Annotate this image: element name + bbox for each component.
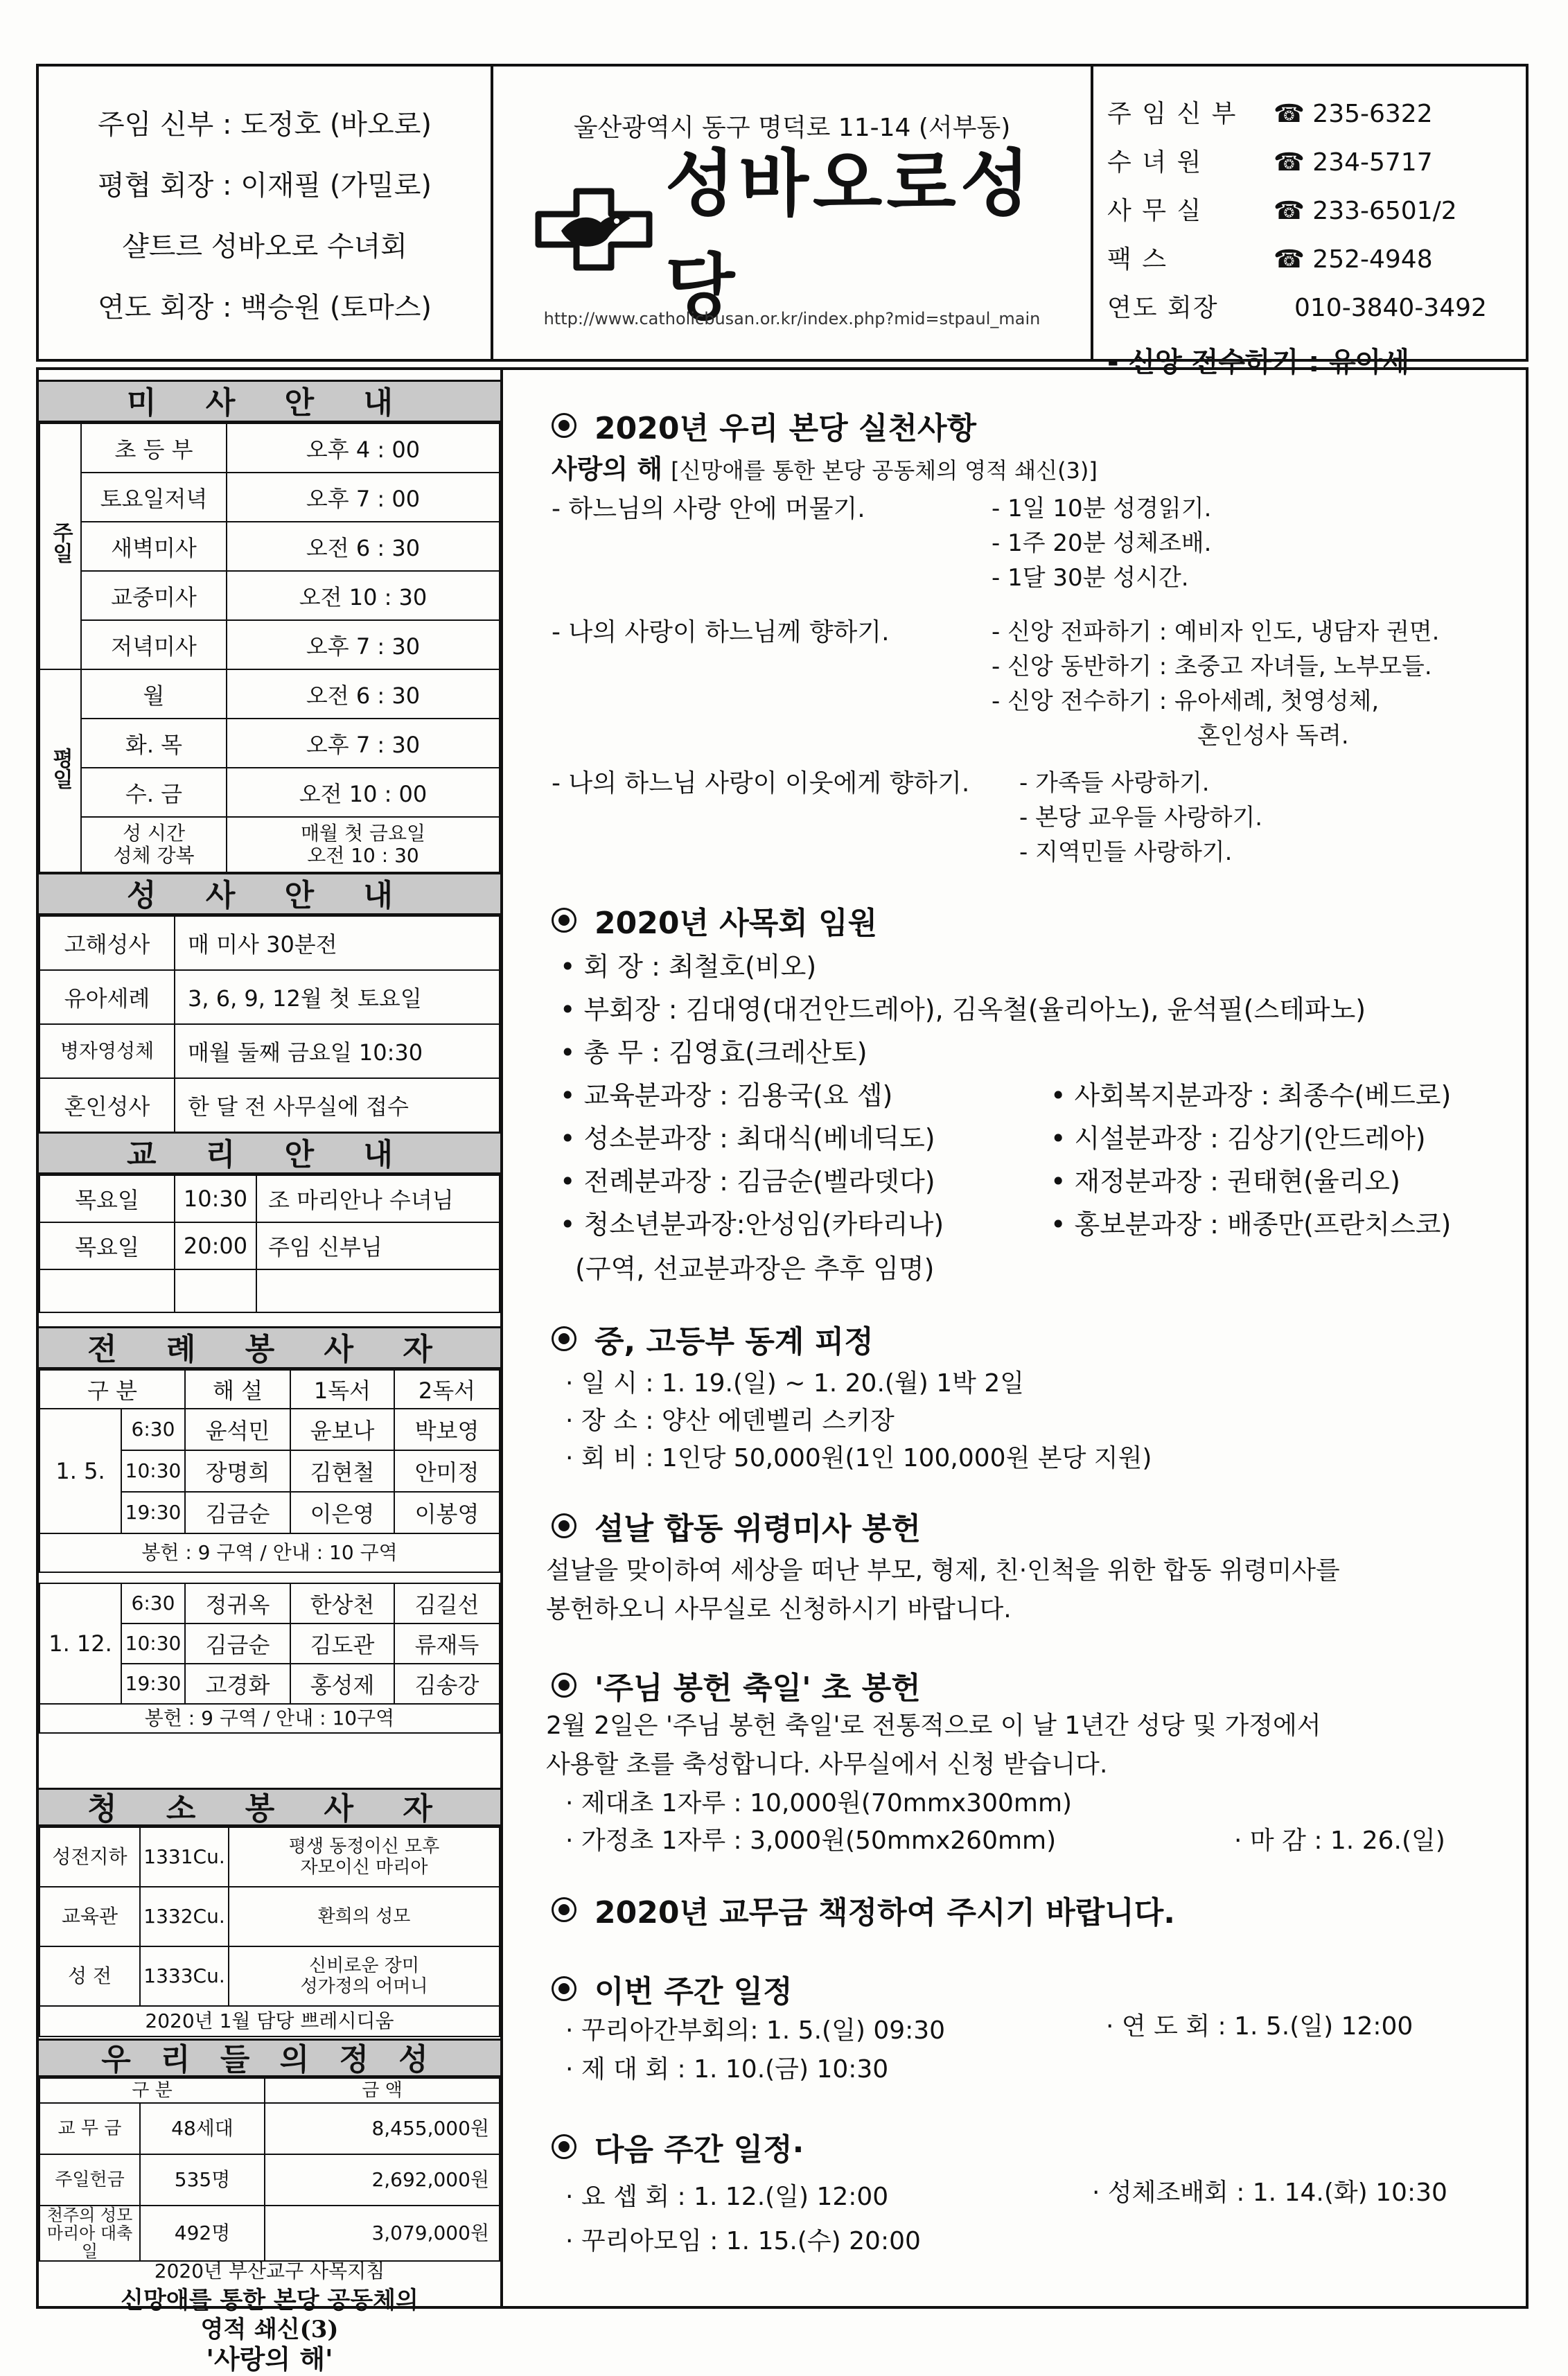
liturgy-note: 봉헌 : 9 구역 / 안내 : 10 구역 bbox=[39, 1533, 500, 1572]
liturgy-time: 19:30 bbox=[121, 1492, 185, 1533]
bullet-icon bbox=[552, 2134, 576, 2159]
cleaning-cu: 1332Cu. bbox=[140, 1887, 229, 1946]
mass-name: 성 시간 성체 강복 bbox=[81, 817, 227, 872]
liturgy-person: 윤보나 bbox=[290, 1409, 394, 1450]
section-retreat-title: 중, 고등부 동계 피정 bbox=[552, 1317, 874, 1361]
liturgy-header: 해 설 bbox=[185, 1370, 290, 1409]
mass-name: 수. 금 bbox=[81, 768, 227, 817]
offering-name: 천주의 성모 마리아 대축일 bbox=[39, 2206, 140, 2261]
mass-title: 미 사 안 내 bbox=[39, 380, 500, 423]
memorial-line: 설날을 맞이하여 세상을 떠난 부모, 형제, 친·인척을 위한 합동 위령미사를 bbox=[546, 1556, 1340, 1585]
practice-subitem: - 1주 20분 성체조배. bbox=[992, 529, 1212, 557]
footer-line1: 2020년 부산교구 사목지침 bbox=[154, 2260, 385, 2282]
officer-line: • 부회장 : 김대영(대건안드레아), 김옥철(율리아노), 윤석필(스테파노) bbox=[560, 994, 1366, 1025]
mass-table bbox=[39, 423, 500, 873]
header-left-box bbox=[36, 64, 493, 362]
offering-count: 535명 bbox=[140, 2154, 265, 2206]
sacrament-name: 병자영성체 bbox=[39, 1024, 175, 1078]
header-contacts-box bbox=[1091, 64, 1529, 378]
liturgy-person: 안미정 bbox=[394, 1450, 500, 1492]
candle-deadline: · 마 감 : 1. 26.(일) bbox=[1234, 1827, 1445, 1855]
section-next-week-title: 다음 주간 일정· bbox=[552, 2124, 804, 2169]
officer-line: • 총 무 : 김영효(크레산토) bbox=[560, 1037, 867, 1068]
contact-yeondo: 연도 회장 010-3840-3492 bbox=[1107, 294, 1487, 322]
practice-subitem: - 신앙 전파하기 : 예비자 인도, 냉담자 권면. bbox=[992, 618, 1440, 646]
offering-title: 우 리 들 의 정 성 bbox=[39, 2039, 500, 2077]
church-url[interactable]: http://www.catholicbusan.or.kr/index.php?mid=stpaul_main bbox=[543, 309, 1041, 328]
bullet-icon bbox=[552, 1976, 576, 2001]
retreat-line: · 장 소 : 양산 에덴벨리 스키장 bbox=[565, 1407, 895, 1435]
mass-time: 오후 7 : 00 bbox=[227, 473, 500, 522]
liturgy-person: 김현철 bbox=[290, 1450, 394, 1492]
header-title-box bbox=[491, 64, 1093, 362]
phone-icon-number: ☎ 235-6322 bbox=[1274, 100, 1433, 128]
retreat-line: · 일 시 : 1. 19.(일) ~ 1. 20.(월) 1박 2일 bbox=[565, 1369, 1025, 1398]
practice-item: - 나의 사랑이 하느님께 향하기. bbox=[552, 618, 890, 646]
sacraments-title: 성 사 안 내 bbox=[39, 872, 500, 915]
cleaning-place: 성전지하 bbox=[39, 1827, 140, 1887]
officer-line: • 청소년분과장:안성임(카타리나) bbox=[560, 1209, 944, 1240]
contact-pastor: 주 임 신 부 ☎ 235-6322 bbox=[1107, 100, 1433, 128]
practice-subitem: - 신앙 동반하기 : 초중고 자녀들, 노부모들. bbox=[992, 653, 1432, 680]
officer-line: • 성소분과장 : 최대식(베네딕도) bbox=[560, 1123, 935, 1154]
officer-line: • 회 장 : 최철호(비오) bbox=[560, 951, 817, 982]
section-memorial-title: 설날 합동 위령미사 봉헌 bbox=[552, 1504, 921, 1548]
schedule-line: · 성체조배회 : 1. 14.(화) 10:30 bbox=[1092, 2179, 1447, 2207]
sidebar bbox=[39, 370, 503, 2375]
liturgy-person: 윤석민 bbox=[185, 1409, 290, 1450]
doctrine-title: 교 리 안 내 bbox=[39, 1132, 500, 1174]
officer-note: (구역, 선교분과장은 추후 임명) bbox=[575, 1253, 935, 1284]
offering-header: 구 분 bbox=[39, 2078, 265, 2103]
liturgy-person: 이은영 bbox=[290, 1492, 394, 1533]
liturgy-header: 2독서 bbox=[394, 1370, 500, 1409]
liturgy-person: 김송강 bbox=[394, 1664, 500, 1704]
mass-time: 매월 첫 금요일 오전 10 : 30 bbox=[227, 817, 500, 872]
mass-name: 토요일저녁 bbox=[81, 473, 227, 522]
schedule-line: · 연 도 회 : 1. 5.(일) 12:00 bbox=[1106, 2012, 1413, 2041]
liturgy-person: 한상천 bbox=[290, 1583, 394, 1623]
cleaning-note: 2020년 1월 담당 쁘레시디움 bbox=[39, 2006, 500, 2036]
contact-fax: 팩 스 ☎ 252-4948 bbox=[1107, 245, 1433, 274]
cleaning-cu: 1331Cu. bbox=[140, 1827, 229, 1887]
officer-line: • 홍보분과장 : 배종만(프란치스코) bbox=[1050, 1209, 1452, 1240]
church-address: 울산광역시 동구 명덕로 11-14 (서부동) bbox=[573, 114, 1011, 142]
candle-line: 2월 2일은 '주님 봉헌 축일'로 전통적으로 이 날 1년간 성당 및 가정에서 bbox=[546, 1711, 1321, 1740]
main-frame bbox=[36, 367, 1529, 2375]
sacrament-name: 고해성사 bbox=[39, 916, 175, 970]
footer-line2: 신망애를 통한 본당 공동체의 bbox=[121, 2287, 419, 2314]
header-clipped-line: - 신앙 전수하기 : 유아세 bbox=[1107, 346, 1410, 378]
sacrament-info: 매월 둘째 금요일 10:30 bbox=[175, 1024, 500, 1078]
section-practice-title: 2020년 우리 본당 실천사항 bbox=[552, 403, 976, 448]
practice-subitem: - 본당 교우들 사랑하기. bbox=[1019, 804, 1263, 831]
doctrine-time: 10:30 bbox=[175, 1175, 256, 1222]
section-this-week-title: 이번 주간 일정 bbox=[552, 1966, 793, 2011]
liturgy-date: 1. 5. bbox=[39, 1409, 121, 1533]
officer-line: • 시설분과장 : 김상기(안드레아) bbox=[1050, 1123, 1426, 1154]
section-officers-title: 2020년 사목회 임원 bbox=[552, 898, 877, 942]
liturgy-person: 이봉영 bbox=[394, 1492, 500, 1533]
sacrament-info: 매 미사 30분전 bbox=[175, 916, 500, 970]
candle-line: · 가정초 1자루 : 3,000원(50mmx260mm) bbox=[565, 1827, 1057, 1855]
bullet-icon bbox=[552, 1673, 576, 1698]
schedule-line: · 요 셉 회 : 1. 12.(일) 12:00 bbox=[565, 2183, 889, 2211]
offering-table bbox=[39, 2077, 500, 2262]
header-council-president: 평협 회장 : 이재필 (가밀로) bbox=[98, 170, 432, 202]
liturgy-date: 1. 12. bbox=[39, 1583, 121, 1704]
weekday-label: 평일 bbox=[39, 669, 81, 872]
liturgy-person: 김금순 bbox=[185, 1623, 290, 1664]
doctrine-teacher: 주임 신부님 bbox=[256, 1222, 500, 1269]
liturgy-title: 전 례 봉 사 자 bbox=[39, 1326, 500, 1369]
practice-subitem: - 신앙 전수하기 : 유아세례, 첫영성체, bbox=[992, 687, 1380, 715]
sacrament-info: 3, 6, 9, 12월 첫 토요일 bbox=[175, 970, 500, 1024]
liturgy-time: 19:30 bbox=[121, 1664, 185, 1704]
practice-subtitle: 사랑의 해 [신망애를 통한 본당 공동체의 영적 쇄신(3)] bbox=[552, 454, 1098, 484]
section-candle-title: '주님 봉헌 축일' 초 봉헌 bbox=[552, 1663, 921, 1707]
mass-name: 저녁미사 bbox=[81, 620, 227, 669]
liturgy-person: 류재득 bbox=[394, 1623, 500, 1664]
sacraments-table bbox=[39, 915, 500, 1133]
officer-line: • 전례분과장 : 김금순(벨라뎃다) bbox=[560, 1166, 935, 1197]
doctrine-table bbox=[39, 1174, 500, 1313]
liturgy-person: 김길선 bbox=[394, 1583, 500, 1623]
liturgy-header: 구 분 bbox=[39, 1370, 185, 1409]
liturgy-time: 10:30 bbox=[121, 1623, 185, 1664]
offering-name: 교 무 금 bbox=[39, 2103, 140, 2154]
mass-time: 오후 7 : 30 bbox=[227, 719, 500, 768]
doctrine-time: 20:00 bbox=[175, 1222, 256, 1269]
header-pastor: 주임 신부 : 도정호 (바오로) bbox=[98, 109, 432, 141]
cleaning-cu: 1333Cu. bbox=[140, 1946, 229, 2006]
practice-item: - 하느님의 사랑 안에 머물기. bbox=[552, 495, 865, 523]
mass-time: 오후 4 : 00 bbox=[227, 423, 500, 473]
offering-header: 금 액 bbox=[265, 2078, 500, 2103]
section-tithe-title: 2020년 교무금 책정하여 주시기 바랍니다. bbox=[552, 1887, 1175, 1932]
mass-time: 오전 6 : 30 bbox=[227, 522, 500, 571]
candle-line: · 제대초 1자루 : 10,000원(70mmx300mm) bbox=[565, 1789, 1073, 1818]
mass-time: 오후 7 : 30 bbox=[227, 620, 500, 669]
bullet-icon bbox=[552, 1897, 576, 1922]
offering-amount: 8,455,000원 bbox=[265, 2103, 500, 2154]
cleaning-table bbox=[39, 1827, 500, 2037]
liturgy-table bbox=[39, 1369, 500, 1734]
doctrine-day: 목요일 bbox=[39, 1222, 175, 1269]
cleaning-place: 성 전 bbox=[39, 1946, 140, 2006]
sacrament-name: 유아세례 bbox=[39, 970, 175, 1024]
contact-office: 사 무 실 ☎ 233-6501/2 bbox=[1107, 197, 1457, 225]
cleaning-praesidium: 신비로운 장미 성가정의 어머니 bbox=[229, 1946, 500, 2006]
mass-name: 화. 목 bbox=[81, 719, 227, 768]
footer-line3: 영적 쇄신(3) bbox=[200, 2316, 339, 2343]
offering-count: 492명 bbox=[140, 2206, 265, 2261]
mass-name: 새벽미사 bbox=[81, 522, 227, 571]
practice-subitem: - 1일 10분 성경읽기. bbox=[992, 495, 1212, 522]
mass-time: 오전 6 : 30 bbox=[227, 669, 500, 719]
mass-time: 오전 10 : 30 bbox=[227, 571, 500, 620]
sacrament-name: 혼인성사 bbox=[39, 1078, 175, 1132]
schedule-line: · 제 대 회 : 1. 10.(금) 10:30 bbox=[565, 2055, 889, 2084]
schedule-line: · 꾸리아모임 : 1. 15.(수) 20:00 bbox=[565, 2227, 921, 2255]
memorial-line: 봉헌하오니 사무실로 신청하시기 바랍니다. bbox=[546, 1595, 1012, 1623]
officer-line: • 재정분과장 : 권태현(율리오) bbox=[1050, 1166, 1400, 1197]
liturgy-person: 김도관 bbox=[290, 1623, 394, 1664]
candle-line: 사용할 초를 축성합니다. 사무실에서 신청 받습니다. bbox=[546, 1750, 1108, 1779]
mass-time: 오전 10 : 00 bbox=[227, 768, 500, 817]
cleaning-praesidium: 평생 동정이신 모후 자모이신 마리아 bbox=[229, 1827, 500, 1887]
header-sisters: 샬트르 성바오로 수녀회 bbox=[122, 231, 407, 263]
dove-cross-icon bbox=[535, 188, 653, 271]
liturgy-header: 1독서 bbox=[290, 1370, 394, 1409]
doctrine-teacher: 조 마리안나 수녀님 bbox=[256, 1175, 500, 1222]
practice-item: - 나의 하느님 사랑이 이웃에게 향하기. bbox=[552, 769, 970, 798]
liturgy-time: 6:30 bbox=[121, 1583, 185, 1623]
mass-name: 월 bbox=[81, 669, 227, 719]
cleaning-place: 교육관 bbox=[39, 1887, 140, 1946]
schedule-line: · 꾸리아간부회의: 1. 5.(일) 09:30 bbox=[565, 2016, 946, 2045]
officer-line: • 사회복지분과장 : 최종수(베드로) bbox=[1050, 1080, 1452, 1111]
liturgy-person: 장명희 bbox=[185, 1450, 290, 1492]
liturgy-person: 박보영 bbox=[394, 1409, 500, 1450]
practice-subitem: - 지역민들 사랑하기. bbox=[1019, 838, 1233, 866]
liturgy-person: 김금순 bbox=[185, 1492, 290, 1533]
practice-subitem: - 가족들 사랑하기. bbox=[1019, 769, 1210, 797]
cleaning-title: 청 소 봉 사 자 bbox=[39, 1788, 500, 1827]
footer-line4: '사랑의 해' bbox=[206, 2343, 333, 2375]
content-area bbox=[503, 370, 1526, 2306]
practice-subitem: - 1달 30분 성시간. bbox=[992, 564, 1189, 592]
retreat-line: · 회 비 : 1인당 50,000원(1인 100,000원 본당 지원) bbox=[565, 1444, 1152, 1472]
offering-count: 48세대 bbox=[140, 2103, 265, 2154]
bullet-icon bbox=[552, 413, 576, 438]
officer-line: • 교육분과장 : 김용국(요 셉) bbox=[560, 1080, 893, 1111]
bullet-icon bbox=[552, 1513, 576, 1538]
header-yeondo-president: 연도 회장 : 백승원 (토마스) bbox=[98, 292, 432, 324]
sunday-label: 주일 bbox=[39, 423, 81, 669]
liturgy-note: 봉헌 : 9 구역 / 안내 : 10구역 bbox=[39, 1704, 500, 1733]
sacrament-info: 한 달 전 사무실에 접수 bbox=[175, 1078, 500, 1132]
bullet-icon bbox=[552, 908, 576, 933]
doctrine-day: 목요일 bbox=[39, 1175, 175, 1222]
contact-convent: 수 녀 원 ☎ 234-5717 bbox=[1107, 148, 1433, 177]
liturgy-person: 고경화 bbox=[185, 1664, 290, 1704]
church-name: 성바오로성당 bbox=[665, 141, 1034, 330]
mass-name: 초 등 부 bbox=[81, 423, 227, 473]
liturgy-time: 6:30 bbox=[121, 1409, 185, 1450]
liturgy-time: 10:30 bbox=[121, 1450, 185, 1492]
offering-amount: 3,079,000원 bbox=[265, 2206, 500, 2261]
offering-name: 주일헌금 bbox=[39, 2154, 140, 2206]
mass-name: 교중미사 bbox=[81, 571, 227, 620]
liturgy-person: 홍성제 bbox=[290, 1664, 394, 1704]
cleaning-praesidium: 환희의 성모 bbox=[229, 1887, 500, 1946]
practice-subitem: 혼인성사 독려. bbox=[1197, 722, 1349, 750]
offering-amount: 2,692,000원 bbox=[265, 2154, 500, 2206]
liturgy-person: 정귀옥 bbox=[185, 1583, 290, 1623]
bullet-icon bbox=[552, 1326, 576, 1351]
